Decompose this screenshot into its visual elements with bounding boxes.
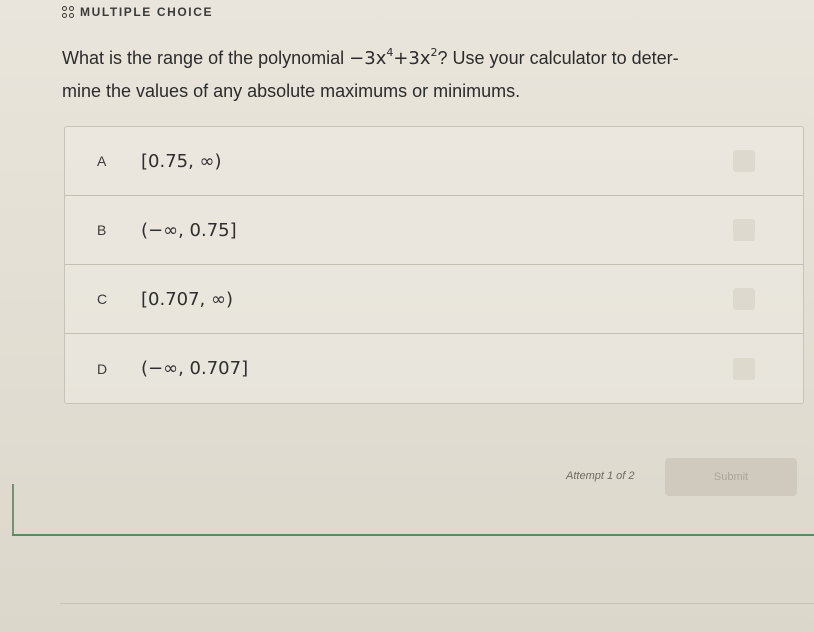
choice-letter: D [97, 360, 108, 377]
grid-icon [62, 6, 74, 18]
choice-text: [0.75, ∞) [141, 150, 222, 172]
choice-check-box[interactable] [733, 219, 755, 241]
divider [60, 603, 814, 604]
term2-exponent: 2 [430, 46, 438, 59]
submit-button[interactable]: Submit [665, 458, 797, 496]
choice-check-box[interactable] [733, 288, 755, 310]
term1-exponent: 4 [386, 46, 394, 59]
question-prefix: What is the range of the polynomial [62, 48, 350, 68]
panel-border-bottom [12, 534, 814, 536]
question-type-label: MULTIPLE CHOICE [80, 5, 214, 19]
choice-check-box[interactable] [733, 150, 755, 172]
term1: −3x [349, 48, 387, 69]
choice-letter: A [97, 153, 107, 169]
question-suffix: ? Use your calculator to deter- [437, 48, 679, 68]
choice-text: (−∞, 0.707] [141, 358, 249, 379]
question-text [62, 42, 772, 107]
choice-d[interactable] [65, 334, 803, 403]
choice-text: (−∞, 0.75] [141, 219, 237, 241]
choice-letter: C [97, 291, 108, 307]
panel-border-left [12, 484, 14, 536]
choice-letter: B [97, 222, 107, 238]
choice-a[interactable] [65, 127, 803, 196]
question-type-header [62, 5, 213, 19]
answer-choices [64, 126, 804, 404]
choice-b[interactable] [65, 196, 803, 265]
term2: +3x [393, 48, 431, 69]
choice-text: [0.707, ∞) [141, 288, 234, 310]
choice-check-box[interactable] [733, 358, 755, 380]
question-line2: mine the values of any absolute maximums or minimums. [62, 81, 521, 101]
choice-c[interactable] [65, 265, 803, 334]
polynomial-expression [349, 48, 437, 69]
attempt-counter: Attempt 1 of 2 [566, 470, 635, 482]
